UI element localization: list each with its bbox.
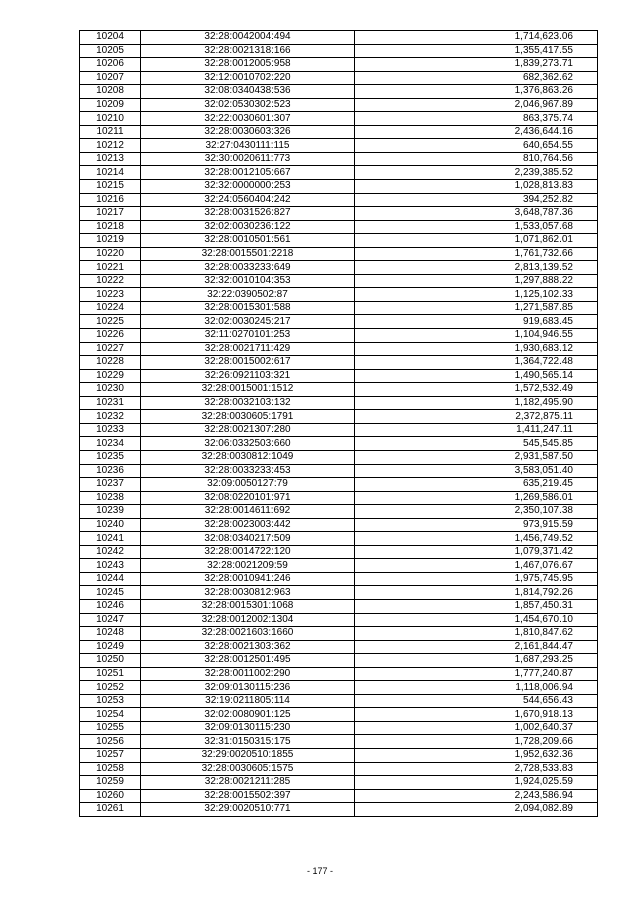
row-number-cell: 10242 — [80, 545, 141, 559]
cadastral-number-cell: 32:27:0430111:115 — [141, 139, 355, 153]
table-row — [80, 437, 598, 451]
cadastral-number-cell: 32:28:0030603:326 — [141, 125, 355, 139]
row-number-cell: 10257 — [80, 748, 141, 762]
row-number-cell: 10208 — [80, 85, 141, 99]
cadastral-number-cell: 32:28:0031526:827 — [141, 207, 355, 221]
cadastral-number-cell: 32:28:0021211:285 — [141, 776, 355, 790]
cadastral-number-cell: 32:28:0042004:494 — [141, 31, 355, 45]
amount-cell: 1,839,273.71 — [355, 58, 598, 72]
cadastral-number-cell: 32:28:0030812:963 — [141, 586, 355, 600]
row-number-cell: 10229 — [80, 369, 141, 383]
cadastral-number-cell: 32:28:0011002:290 — [141, 667, 355, 681]
table-row — [80, 342, 598, 356]
cadastral-number-cell: 32:28:0012105:667 — [141, 166, 355, 180]
cadastral-number-cell: 32:28:0014611:692 — [141, 505, 355, 519]
amount-cell: 2,239,385.52 — [355, 166, 598, 180]
cadastral-number-cell: 32:30:0020611:773 — [141, 152, 355, 166]
row-number-cell: 10222 — [80, 274, 141, 288]
cadastral-number-cell: 32:28:0015001:1512 — [141, 383, 355, 397]
row-number-cell: 10207 — [80, 71, 141, 85]
table-row — [80, 803, 598, 817]
row-number-cell: 10226 — [80, 329, 141, 343]
table-row — [80, 505, 598, 519]
table-row — [80, 207, 598, 221]
cadastral-number-cell: 32:02:0530302:523 — [141, 98, 355, 112]
cadastral-number-cell: 32:28:0015301:588 — [141, 301, 355, 315]
cadastral-number-cell: 32:28:0033233:649 — [141, 261, 355, 275]
amount-cell: 810,764.56 — [355, 152, 598, 166]
cadastral-number-cell: 32:22:0390502:87 — [141, 288, 355, 302]
table-row — [80, 288, 598, 302]
table-row — [80, 613, 598, 627]
amount-cell: 1,572,532.49 — [355, 383, 598, 397]
table-row — [80, 491, 598, 505]
table-row — [80, 274, 598, 288]
amount-cell: 2,436,644.16 — [355, 125, 598, 139]
table-row — [80, 71, 598, 85]
table-row — [80, 681, 598, 695]
cadastral-number-cell: 32:28:0021307:280 — [141, 423, 355, 437]
amount-cell: 1,930,683.12 — [355, 342, 598, 356]
table-row — [80, 369, 598, 383]
row-number-cell: 10210 — [80, 112, 141, 126]
table-row — [80, 532, 598, 546]
row-number-cell: 10232 — [80, 410, 141, 424]
cadastral-number-cell: 32:02:0030236:122 — [141, 220, 355, 234]
row-number-cell: 10256 — [80, 735, 141, 749]
table-row — [80, 464, 598, 478]
table-row — [80, 654, 598, 668]
row-number-cell: 10217 — [80, 207, 141, 221]
table-row — [80, 31, 598, 45]
table-row — [80, 301, 598, 315]
row-number-cell: 10253 — [80, 694, 141, 708]
row-number-cell: 10252 — [80, 681, 141, 695]
row-number-cell: 10224 — [80, 301, 141, 315]
cadastral-number-cell: 32:02:0030245:217 — [141, 315, 355, 329]
cadastral-number-cell: 32:11:0270101:253 — [141, 329, 355, 343]
table-row — [80, 586, 598, 600]
table-row — [80, 410, 598, 424]
row-number-cell: 10251 — [80, 667, 141, 681]
table-row — [80, 423, 598, 437]
row-number-cell: 10255 — [80, 721, 141, 735]
amount-cell: 1,118,006.94 — [355, 681, 598, 695]
row-number-cell: 10230 — [80, 383, 141, 397]
row-number-cell: 10231 — [80, 396, 141, 410]
amount-cell: 1,924,025.59 — [355, 776, 598, 790]
amount-cell: 1,777,240.87 — [355, 667, 598, 681]
amount-cell: 3,648,787.36 — [355, 207, 598, 221]
table-row — [80, 58, 598, 72]
cadastral-number-cell: 32:29:0020510:771 — [141, 803, 355, 817]
amount-cell: 1,411,247.11 — [355, 423, 598, 437]
amount-cell: 863,375.74 — [355, 112, 598, 126]
amount-cell: 2,243,586.94 — [355, 789, 598, 803]
cadastral-number-cell: 32:32:0000000:253 — [141, 180, 355, 194]
amount-cell: 635,219.45 — [355, 478, 598, 492]
table-row — [80, 383, 598, 397]
amount-cell: 1,810,847.62 — [355, 627, 598, 641]
table-row — [80, 125, 598, 139]
table-row — [80, 518, 598, 532]
cadastral-number-cell: 32:28:0015301:1068 — [141, 599, 355, 613]
amount-cell: 1,355,417.55 — [355, 44, 598, 58]
table-row — [80, 396, 598, 410]
table-row — [80, 450, 598, 464]
amount-cell: 1,490,565.14 — [355, 369, 598, 383]
table-row — [80, 220, 598, 234]
amount-cell: 2,350,107.38 — [355, 505, 598, 519]
amount-cell: 1,670,918.13 — [355, 708, 598, 722]
table-row — [80, 789, 598, 803]
cadastral-number-cell: 32:28:0015502:397 — [141, 789, 355, 803]
row-number-cell: 10225 — [80, 315, 141, 329]
row-number-cell: 10260 — [80, 789, 141, 803]
table-row — [80, 180, 598, 194]
amount-cell: 1,814,792.26 — [355, 586, 598, 600]
row-number-cell: 10241 — [80, 532, 141, 546]
table-row — [80, 478, 598, 492]
cadastral-number-cell: 32:32:0010104:353 — [141, 274, 355, 288]
amount-cell: 545,545.85 — [355, 437, 598, 451]
row-number-cell: 10248 — [80, 627, 141, 641]
amount-cell: 1,002,640.37 — [355, 721, 598, 735]
table-row — [80, 599, 598, 613]
row-number-cell: 10214 — [80, 166, 141, 180]
amount-cell: 1,467,076.67 — [355, 559, 598, 573]
amount-cell: 394,252.82 — [355, 193, 598, 207]
table-row — [80, 139, 598, 153]
row-number-cell: 10235 — [80, 450, 141, 464]
amount-cell: 1,975,745.95 — [355, 572, 598, 586]
row-number-cell: 10234 — [80, 437, 141, 451]
row-number-cell: 10237 — [80, 478, 141, 492]
cadastral-number-cell: 32:28:0033233:453 — [141, 464, 355, 478]
table-row — [80, 247, 598, 261]
table-row — [80, 234, 598, 248]
row-number-cell: 10213 — [80, 152, 141, 166]
cadastral-number-cell: 32:28:0030812:1049 — [141, 450, 355, 464]
amount-cell: 1,761,732.66 — [355, 247, 598, 261]
amount-cell: 919,683.45 — [355, 315, 598, 329]
amount-cell: 1,454,670.10 — [355, 613, 598, 627]
amount-cell: 2,813,139.52 — [355, 261, 598, 275]
amount-cell: 1,297,888.22 — [355, 274, 598, 288]
row-number-cell: 10261 — [80, 803, 141, 817]
amount-cell: 682,362.62 — [355, 71, 598, 85]
cadastral-number-cell: 32:28:0021303:362 — [141, 640, 355, 654]
cadastral-number-cell: 32:19:0211805:114 — [141, 694, 355, 708]
row-number-cell: 10216 — [80, 193, 141, 207]
row-number-cell: 10205 — [80, 44, 141, 58]
row-number-cell: 10250 — [80, 654, 141, 668]
table-row — [80, 762, 598, 776]
cadastral-number-cell: 32:28:0021209:59 — [141, 559, 355, 573]
table-row — [80, 748, 598, 762]
cadastral-number-cell: 32:28:0012501:495 — [141, 654, 355, 668]
cadastral-number-cell: 32:28:0030605:1575 — [141, 762, 355, 776]
table-row — [80, 98, 598, 112]
cadastral-number-cell: 32:22:0030601:307 — [141, 112, 355, 126]
cadastral-number-cell: 32:06:0332503:660 — [141, 437, 355, 451]
row-number-cell: 10240 — [80, 518, 141, 532]
row-number-cell: 10212 — [80, 139, 141, 153]
table-row — [80, 776, 598, 790]
row-number-cell: 10238 — [80, 491, 141, 505]
cadastral-number-cell: 32:02:0080901:125 — [141, 708, 355, 722]
amount-cell: 1,269,586.01 — [355, 491, 598, 505]
amount-cell: 1,456,749.52 — [355, 532, 598, 546]
row-number-cell: 10254 — [80, 708, 141, 722]
row-number-cell: 10219 — [80, 234, 141, 248]
cadastral-number-cell: 32:28:0015501:2218 — [141, 247, 355, 261]
table-row — [80, 44, 598, 58]
table-row — [80, 572, 598, 586]
cadastral-number-cell: 32:28:0012005:958 — [141, 58, 355, 72]
amount-cell: 973,915.59 — [355, 518, 598, 532]
row-number-cell: 10211 — [80, 125, 141, 139]
table-row — [80, 356, 598, 370]
cadastral-number-cell: 32:26:0921103:321 — [141, 369, 355, 383]
table-row — [80, 112, 598, 126]
table-row — [80, 329, 598, 343]
table-row — [80, 735, 598, 749]
cadastral-number-cell: 32:09:0130115:230 — [141, 721, 355, 735]
amount-cell: 2,372,875.11 — [355, 410, 598, 424]
row-number-cell: 10206 — [80, 58, 141, 72]
amount-cell: 2,094,082.89 — [355, 803, 598, 817]
amount-cell: 2,931,587.50 — [355, 450, 598, 464]
cadastral-number-cell: 32:28:0010941:246 — [141, 572, 355, 586]
row-number-cell: 10221 — [80, 261, 141, 275]
table-row — [80, 193, 598, 207]
row-number-cell: 10233 — [80, 423, 141, 437]
cadastral-number-cell: 32:09:0130115:236 — [141, 681, 355, 695]
amount-cell: 2,728,533.83 — [355, 762, 598, 776]
cadastral-number-cell: 32:24:0560404:242 — [141, 193, 355, 207]
amount-cell: 1,182,495.90 — [355, 396, 598, 410]
amount-cell: 1,104,946.55 — [355, 329, 598, 343]
page-number: - 177 - — [306, 866, 333, 876]
row-number-cell: 10223 — [80, 288, 141, 302]
amount-cell: 1,376,863.26 — [355, 85, 598, 99]
row-number-cell: 10247 — [80, 613, 141, 627]
amount-cell: 1,533,057.68 — [355, 220, 598, 234]
row-number-cell: 10220 — [80, 247, 141, 261]
amount-cell: 2,161,844.47 — [355, 640, 598, 654]
cadastral-number-cell: 32:28:0032103:132 — [141, 396, 355, 410]
row-number-cell: 10245 — [80, 586, 141, 600]
cadastral-number-cell: 32:28:0021603:1660 — [141, 627, 355, 641]
row-number-cell: 10239 — [80, 505, 141, 519]
amount-cell: 1,079,371.42 — [355, 545, 598, 559]
amount-cell: 1,271,587.85 — [355, 301, 598, 315]
table-row — [80, 721, 598, 735]
table-row — [80, 545, 598, 559]
cadastral-number-cell: 32:31:0150315:175 — [141, 735, 355, 749]
amount-cell: 1,125,102.33 — [355, 288, 598, 302]
amount-cell: 1,071,862.01 — [355, 234, 598, 248]
amount-cell: 1,687,293.25 — [355, 654, 598, 668]
row-number-cell: 10227 — [80, 342, 141, 356]
table-row — [80, 166, 598, 180]
cadastral-number-cell: 32:08:0220101:971 — [141, 491, 355, 505]
cadastral-number-cell: 32:28:0015002:617 — [141, 356, 355, 370]
table-row — [80, 627, 598, 641]
cadastral-number-cell: 32:28:0021711:429 — [141, 342, 355, 356]
row-number-cell: 10259 — [80, 776, 141, 790]
cadastral-number-cell: 32:28:0014722:120 — [141, 545, 355, 559]
table-row — [80, 261, 598, 275]
cadastral-number-cell: 32:29:0020510:1855 — [141, 748, 355, 762]
data-table — [79, 30, 598, 817]
row-number-cell: 10258 — [80, 762, 141, 776]
amount-cell: 1,857,450.31 — [355, 599, 598, 613]
table-row — [80, 152, 598, 166]
amount-cell: 1,952,632.36 — [355, 748, 598, 762]
amount-cell: 544,656.43 — [355, 694, 598, 708]
amount-cell: 1,714,623.06 — [355, 31, 598, 45]
row-number-cell: 10228 — [80, 356, 141, 370]
amount-cell: 640,654.55 — [355, 139, 598, 153]
row-number-cell: 10249 — [80, 640, 141, 654]
cadastral-number-cell: 32:12:0010702:220 — [141, 71, 355, 85]
cadastral-number-cell: 32:28:0030605:1791 — [141, 410, 355, 424]
cadastral-number-cell: 32:28:0023003:442 — [141, 518, 355, 532]
row-number-cell: 10209 — [80, 98, 141, 112]
table-row — [80, 667, 598, 681]
row-number-cell: 10236 — [80, 464, 141, 478]
table-row — [80, 708, 598, 722]
row-number-cell: 10218 — [80, 220, 141, 234]
amount-cell: 1,364,722.48 — [355, 356, 598, 370]
row-number-cell: 10243 — [80, 559, 141, 573]
table-body — [80, 31, 598, 817]
cadastral-number-cell: 32:28:0021318:166 — [141, 44, 355, 58]
cadastral-number-cell: 32:09:0050127:79 — [141, 478, 355, 492]
amount-cell: 3,583,051.40 — [355, 464, 598, 478]
table-row — [80, 85, 598, 99]
row-number-cell: 10204 — [80, 31, 141, 45]
row-number-cell: 10215 — [80, 180, 141, 194]
amount-cell: 1,028,813.83 — [355, 180, 598, 194]
cadastral-number-cell: 32:28:0012002:1304 — [141, 613, 355, 627]
table-row — [80, 559, 598, 573]
table-row — [80, 315, 598, 329]
table-row — [80, 694, 598, 708]
row-number-cell: 10246 — [80, 599, 141, 613]
cadastral-number-cell: 32:08:0340438:536 — [141, 85, 355, 99]
cadastral-number-cell: 32:28:0010501:561 — [141, 234, 355, 248]
cadastral-number-cell: 32:08:0340217:509 — [141, 532, 355, 546]
amount-cell: 2,046,967.89 — [355, 98, 598, 112]
amount-cell: 1,728,209.66 — [355, 735, 598, 749]
row-number-cell: 10244 — [80, 572, 141, 586]
table-row — [80, 640, 598, 654]
